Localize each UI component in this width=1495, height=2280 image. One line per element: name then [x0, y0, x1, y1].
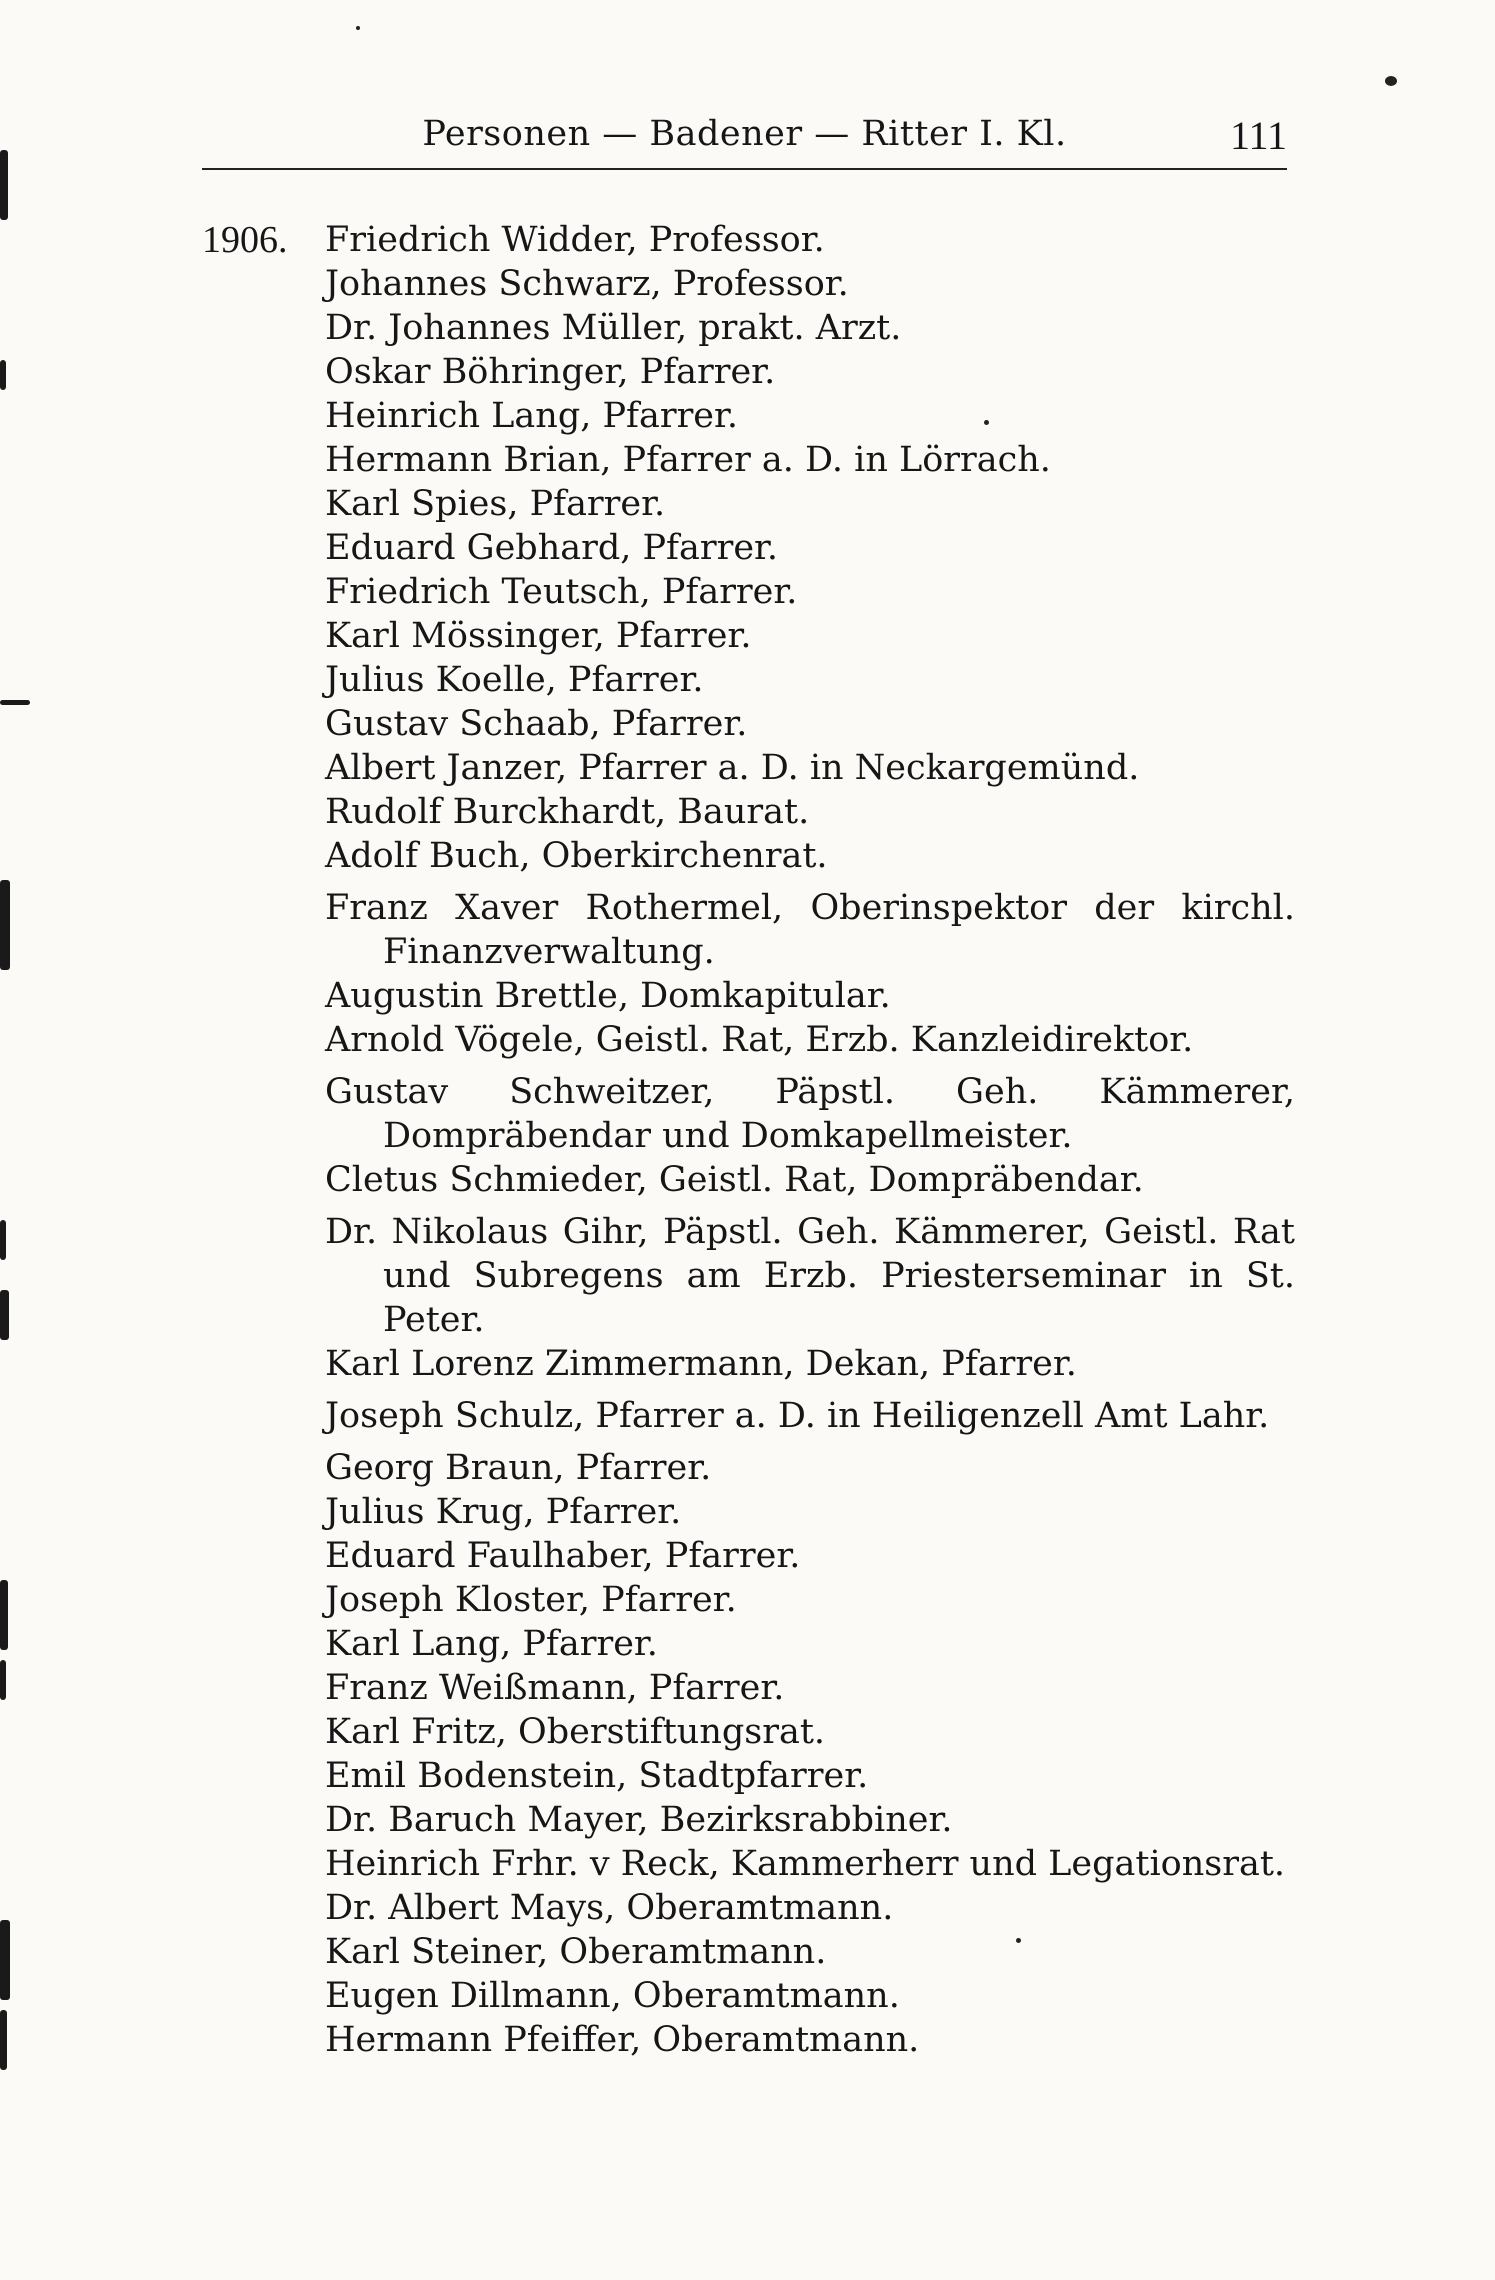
list-item: Eugen Dillmann, Oberamtmann. — [325, 1976, 900, 2016]
list-item: Joseph Kloster, Pfarrer. — [325, 1580, 737, 1620]
list-item: Emil Bodenstein, Stadtpfarrer. — [325, 1756, 869, 1796]
list-item: Friedrich Widder, Professor. — [325, 220, 825, 260]
list-item: Johannes Schwarz, Professor. — [325, 264, 849, 304]
list-item: Arnold Vögele, Geistl. Rat, Erzb. Kanzleidirektor. — [325, 1020, 1194, 1060]
list-item: Rudolf Burckhardt, Baurat. — [325, 792, 810, 832]
scan-edge-mark — [0, 1220, 6, 1260]
page-number: 111 — [1229, 113, 1287, 158]
list-item: Franz Xaver Rothermel, Oberinspektor der kirchl. Finanzverwaltung. — [325, 888, 1295, 972]
scan-edge-mark — [0, 150, 8, 220]
list-item: Julius Krug, Pfarrer. — [325, 1492, 682, 1532]
scan-edge-mark — [0, 1290, 9, 1340]
entry-list — [325, 218, 1295, 2062]
list-item: Karl Spies, Pfarrer. — [325, 484, 666, 524]
scan-edge-mark — [0, 2010, 7, 2070]
list-item: Eduard Gebhard, Pfarrer. — [325, 528, 779, 568]
year-label: 1906. — [202, 219, 288, 261]
scan-edge-mark — [0, 1660, 6, 1700]
scan-edge-mark — [0, 1580, 8, 1650]
scan-speck — [1385, 76, 1397, 86]
scan-speck — [356, 26, 360, 30]
list-item: Hermann Brian, Pfarrer a. D. in Lörrach. — [325, 440, 1051, 480]
list-item: Joseph Schulz, Pfarrer a. D. in Heiligenzell Amt Lahr. — [325, 1396, 1270, 1436]
list-item: Karl Lorenz Zimmermann, Dekan, Pfarrer. — [325, 1344, 1077, 1384]
list-item: Adolf Buch, Oberkirchenrat. — [325, 836, 828, 876]
list-item: Eduard Faulhaber, Pfarrer. — [325, 1536, 801, 1576]
scan-edge-mark — [0, 360, 6, 390]
list-item: Karl Steiner, Oberamtmann. — [325, 1932, 827, 1972]
list-item: Georg Braun, Pfarrer. — [325, 1448, 712, 1488]
list-item: Heinrich Frhr. v Reck, Kammerherr und Legationsrat. — [325, 1844, 1286, 1884]
list-item: Cletus Schmieder, Geistl. Rat, Dompräbendar. — [325, 1160, 1144, 1200]
list-item: Franz Weißmann, Pfarrer. — [325, 1668, 785, 1708]
list-item: Heinrich Lang, Pfarrer. — [325, 396, 739, 436]
list-item: Hermann Pfeiffer, Oberamtmann. — [325, 2020, 920, 2060]
header-title: Personen — Badener — Ritter I. Kl. — [422, 114, 1067, 154]
list-item: Gustav Schaab, Pfarrer. — [325, 704, 748, 744]
header-rule — [202, 168, 1287, 170]
scan-edge-mark — [0, 1920, 10, 2000]
running-header — [202, 110, 1287, 162]
list-item: Julius Koelle, Pfarrer. — [325, 660, 704, 700]
list-item: Karl Fritz, Oberstiftungsrat. — [325, 1712, 826, 1752]
list-item: Friedrich Teutsch, Pfarrer. — [325, 572, 798, 612]
list-item: Karl Lang, Pfarrer. — [325, 1624, 658, 1664]
scan-edge-mark — [0, 880, 10, 970]
list-item: Dr. Nikolaus Gihr, Päpstl. Geh. Kämmerer, Geistl. Rat und Subregens am Erzb. Priesterseminar in St. Peter. — [325, 1212, 1295, 1340]
list-item: Gustav Schweitzer, Päpstl. Geh. Kämmerer, Dompräbendar und Domkapellmeister. — [325, 1072, 1295, 1156]
list-item: Dr. Albert Mays, Oberamtmann. — [325, 1888, 894, 1928]
list-item: Dr. Johannes Müller, prakt. Arzt. — [325, 308, 902, 348]
list-item: Albert Janzer, Pfarrer a. D. in Neckargemünd. — [325, 748, 1140, 788]
scan-edge-mark — [0, 700, 30, 705]
list-item: Dr. Baruch Mayer, Bezirksrabbiner. — [325, 1800, 953, 1840]
list-item: Oskar Böhringer, Pfarrer. — [325, 352, 776, 392]
list-item: Augustin Brettle, Domkapitular. — [325, 976, 891, 1016]
list-item: Karl Mössinger, Pfarrer. — [325, 616, 752, 656]
